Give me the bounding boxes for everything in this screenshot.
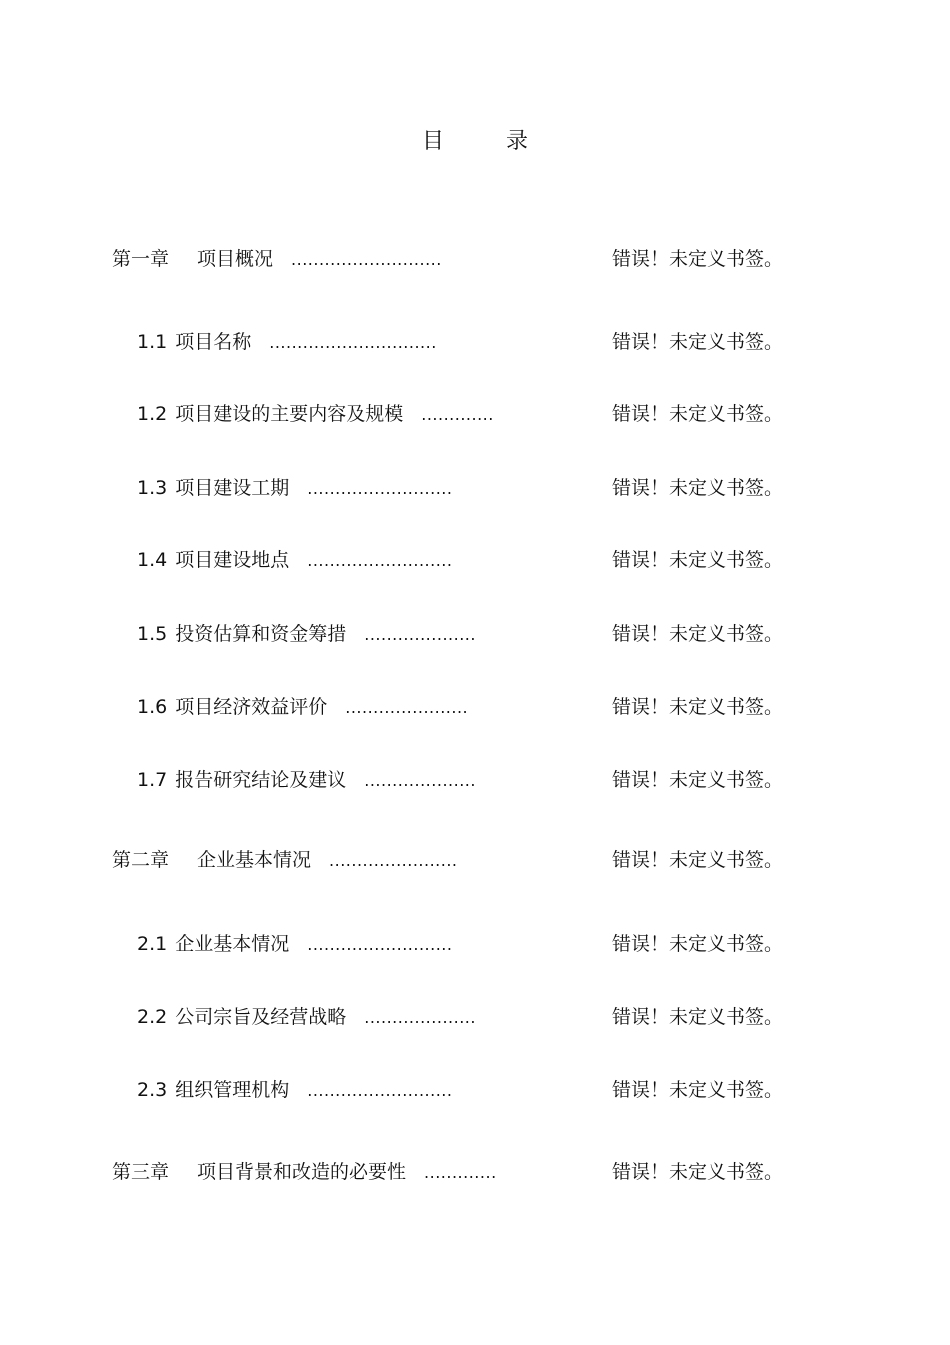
toc-entry-1-2[interactable] xyxy=(137,399,817,429)
section-number: 1.1 xyxy=(137,331,168,353)
toc-entry-2-2[interactable] xyxy=(137,1002,817,1032)
page-reference: 错误！未定义书签。 xyxy=(612,933,784,955)
section-number: 1.6 xyxy=(137,696,168,718)
leader-dots: .......................... xyxy=(307,479,453,498)
page-reference: 错误！未定义书签。 xyxy=(612,403,784,425)
toc-entry-1-7[interactable] xyxy=(137,765,817,795)
section-number: 2.2 xyxy=(137,1006,168,1028)
toc-entry-1-1[interactable] xyxy=(137,327,817,357)
section-number: 1.3 xyxy=(137,477,168,499)
entry-label: 企业基本情况 xyxy=(197,849,312,871)
toc-title: 目录 xyxy=(421,129,590,154)
section-number: 1.5 xyxy=(137,623,168,645)
entry-label: 投资估算和资金筹措 xyxy=(175,623,347,645)
leader-dots: .......................... xyxy=(307,551,453,570)
section-number: 1.7 xyxy=(137,769,168,791)
page-reference: 错误！未定义书签。 xyxy=(612,1161,784,1183)
entry-label: 项目建设地点 xyxy=(175,549,290,571)
chapter-number: 第一章 xyxy=(112,248,170,270)
leader-dots: .............................. xyxy=(269,333,437,352)
section-number: 1.4 xyxy=(137,549,168,571)
entry-label: 公司宗旨及经营战略 xyxy=(175,1006,347,1028)
toc-entry-1-4[interactable] xyxy=(137,545,817,575)
entry-label: 项目名称 xyxy=(175,331,252,353)
toc-entry-chapter-3[interactable] xyxy=(112,1157,812,1187)
toc-entry-2-3[interactable] xyxy=(137,1075,817,1105)
entry-label: 组织管理机构 xyxy=(175,1079,290,1101)
page-reference: 错误！未定义书签。 xyxy=(612,1079,784,1101)
leader-dots: ............. xyxy=(421,405,494,424)
entry-label: 项目经济效益评价 xyxy=(175,696,328,718)
entry-label: 项目建设工期 xyxy=(175,477,290,499)
leader-dots: ............. xyxy=(424,1163,497,1182)
page-reference: 错误！未定义书签。 xyxy=(612,1006,784,1028)
page-reference: 错误！未定义书签。 xyxy=(612,549,784,571)
toc-entry-1-3[interactable] xyxy=(137,473,817,503)
leader-dots: .......................... xyxy=(307,935,453,954)
chapter-number: 第二章 xyxy=(112,849,170,871)
leader-dots: ....................... xyxy=(329,851,458,870)
leader-dots: ...................... xyxy=(345,698,469,717)
page-reference: 错误！未定义书签。 xyxy=(612,623,784,645)
entry-label: 报告研究结论及建议 xyxy=(175,769,347,791)
section-number: 2.3 xyxy=(137,1079,168,1101)
section-number: 1.2 xyxy=(137,403,168,425)
page-reference: 错误！未定义书签。 xyxy=(612,849,784,871)
page-reference: 错误！未定义书签。 xyxy=(612,696,784,718)
entry-label: 企业基本情况 xyxy=(175,933,290,955)
toc-entry-chapter-1[interactable] xyxy=(112,244,812,274)
toc-entry-chapter-2[interactable] xyxy=(112,845,812,875)
leader-dots: .................... xyxy=(364,771,476,790)
page-reference: 错误！未定义书签。 xyxy=(612,248,784,270)
leader-dots: ........................... xyxy=(291,250,442,269)
page-reference: 错误！未定义书签。 xyxy=(612,477,784,499)
entry-label: 项目背景和改造的必要性 xyxy=(197,1161,407,1183)
leader-dots: .................... xyxy=(364,625,476,644)
toc-entry-1-5[interactable] xyxy=(137,619,817,649)
chapter-number: 第三章 xyxy=(112,1161,170,1183)
page-reference: 错误！未定义书签。 xyxy=(612,331,784,353)
page-reference: 错误！未定义书签。 xyxy=(612,769,784,791)
toc-entry-2-1[interactable] xyxy=(137,929,817,959)
entry-label: 项目建设的主要内容及规模 xyxy=(175,403,404,425)
section-number: 2.1 xyxy=(137,933,168,955)
leader-dots: .......................... xyxy=(307,1081,453,1100)
toc-entry-1-6[interactable] xyxy=(137,692,817,722)
leader-dots: .................... xyxy=(364,1008,476,1027)
entry-label: 项目概况 xyxy=(197,248,274,270)
